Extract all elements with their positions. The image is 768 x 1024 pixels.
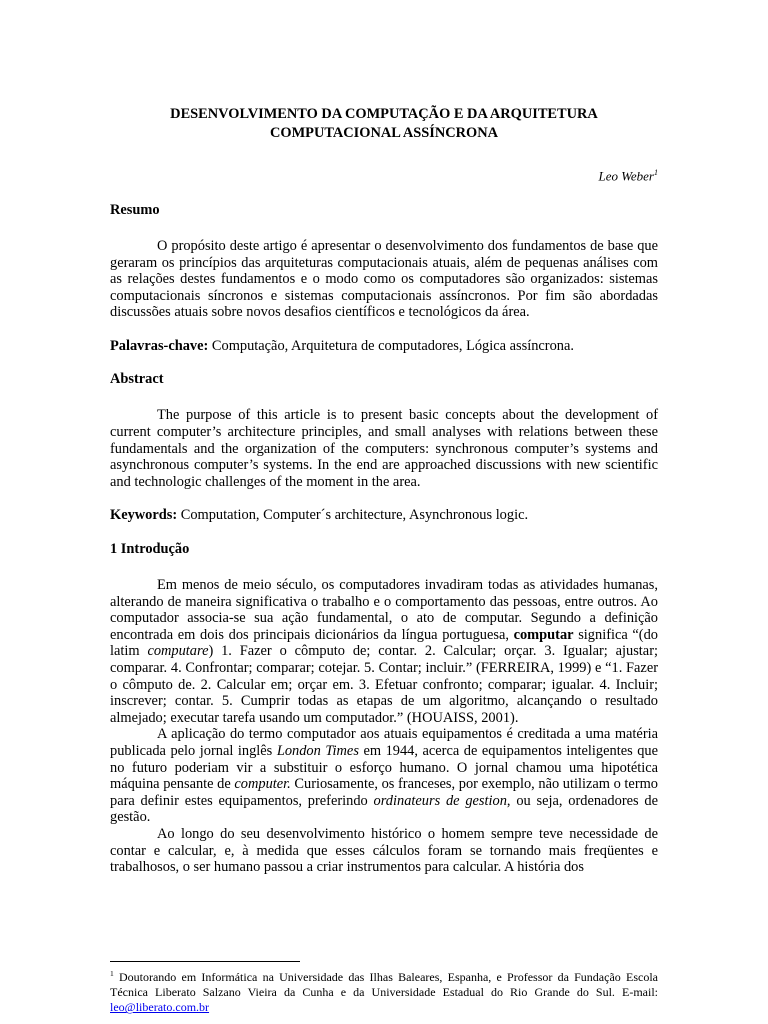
abstract-heading: Abstract [110,371,164,388]
abstract-text: The purpose of this article is to present basic concepts about the development of current computer’s architecture principles, and small analyses with relations between these fundamentals and the organization of the computers: synchronous computer’s systems and asynchronous computer’s systems. In the end are approached discussions with new scientific and technologic challenges of the moment in the area. [110,407,658,490]
footnote-separator [110,961,300,962]
keywords-text: Computation, Computer´s architecture, Asynchronous logic. [177,507,529,524]
palavras-chave [110,338,658,355]
footnote-email-link[interactable]: leo@liberato.com.br [110,1000,210,1015]
intro-p1-bold-term: computar [513,626,574,643]
intro-p1-text-a: Em menos de meio século, os computadores invadiram todas as atividades humanas, alterando de maneira significativa o trabalho e o comportamento das pessoas, entre outros. Ao computador associa-se sua ação fundamental, o ato de computar. Segundo a definição encontrada em dois dos principais dicionários da língua portuguesa, [110,577,658,643]
intro-heading: 1 Introdução [110,541,190,558]
intro-p1-text-c: ) 1. Fazer o cômputo de; contar. 2. Calcular; orçar. 3. Igualar; ajustar; comparar. 4. Confrontar; comparar; cotejar. 5. Contar; incluir.” (FERREIRA, 1999) e “1. Fazer o cômputo de. 2. Calcular em; orçar em. 3. Efetuar confronto; comparar; igualar. 4. Incluir; inscrever; contar. 5. Cumprir todas as etapas de um algoritmo, alcançando o resultado almejado; executar tarefa usando um computador.” (HOUAISS, 2001). [110,643,658,726]
paper-title [110,105,658,143]
intro-p2-italic-3: ordinateurs de gestion [373,792,507,809]
intro-p2-text-c: Curiosamente, os franceses, por exemplo, não utilizam o termo para definir estes equipamentos, preferindo [110,776,658,809]
footnote-text: Doutorando em Informática na Universidade das Ilhas Baleares, Espanha, e Professor da Fundação Escola Técnica Liberato Salzano Vieira da Cunha e da Universidade Estadual do Rio Grande do Sul. E-mail: [110,970,658,1000]
resumo-heading: Resumo [110,201,160,218]
intro-p2-text-d: , ou seja, ordenadores de gestão. [110,792,658,826]
paper-page [110,105,658,876]
keywords-label: Keywords: [110,507,178,524]
author-name: Leo Weber [598,168,654,184]
author-footnote-marker: 1 [654,168,658,177]
title-line-1: DESENVOLVIMENTO DA COMPUTAÇÃO E DA ARQUITETURA [170,106,598,122]
intro-p1-italic-term: computare [147,643,209,660]
footnote [110,966,658,1016]
intro-paragraph-3: Ao longo do seu desenvolvimento histórico o homem sempre teve necessidade de contar e calcular, e, à medida que esses cálculos foram se tornando mais freqüentes e trabalhosos, o ser humano passou a criar instrumentos para calcular. A história dos [110,825,658,876]
keywords [110,507,658,524]
intro-paragraph-1 [110,577,658,726]
author-line [110,165,658,185]
intro-paragraph-2 [110,726,658,826]
intro-p2-italic-1: London Times [276,742,359,759]
intro-p2-text-b: em 1944, acerca de equipamentos inteligentes que no futuro poderiam vir a substituir o esforço humano. O jornal chamou uma hipotética máquina pensante de [110,742,658,793]
intro-p2-text-a: A aplicação do termo computador aos atuais equipamentos é creditada a uma matéria publicada pelo jornal inglês [110,726,658,759]
intro-p2-italic-2: computer. [234,776,291,793]
palavras-chave-label: Palavras-chave: [110,337,209,354]
intro-p1-text-b: significa “(do latim [110,626,658,660]
title-line-2: COMPUTACIONAL ASSÍNCRONA [269,125,498,141]
footnote-marker: 1 [110,969,114,978]
palavras-chave-text: Computação, Arquitetura de computadores, Lógica assíncrona. [208,337,574,354]
resumo-text: O propósito deste artigo é apresentar o desenvolvimento dos fundamentos de base que geraram os princípios das arquiteturas computacionais atuais, além de pequenas análises com as relações destes fundamentos e o modo como os computadores são organizados: sistemas computacionais síncronos e sistemas computacionais assíncronos. Por fim são abordadas discussões atuais sobre novos desafios científicos e tecnológicos da área. [110,237,658,321]
